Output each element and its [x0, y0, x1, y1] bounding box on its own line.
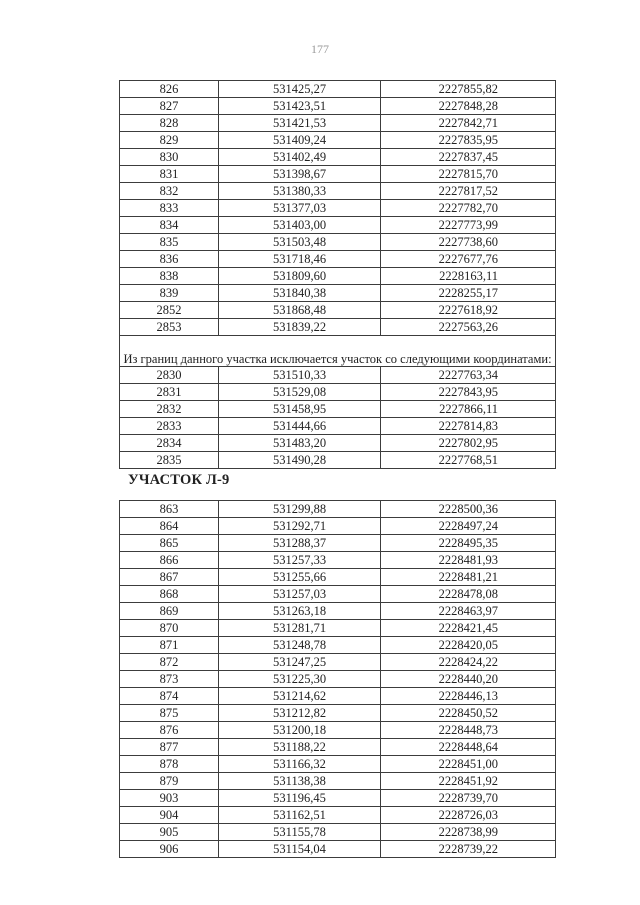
- point-number-cell: 2830: [120, 367, 219, 384]
- table-row: [120, 501, 556, 518]
- y-coordinate-cell: 2227773,99: [381, 217, 556, 234]
- y-coordinate-cell: 2228451,92: [381, 773, 556, 790]
- point-number-cell: 835: [120, 234, 219, 251]
- x-coordinate-cell: 531212,82: [219, 705, 381, 722]
- x-coordinate-cell: 531444,66: [219, 418, 381, 435]
- table-row: [120, 637, 556, 654]
- table-row: [120, 790, 556, 807]
- y-coordinate-cell: 2228446,13: [381, 688, 556, 705]
- point-number-cell: 868: [120, 586, 219, 603]
- table-row: [120, 302, 556, 319]
- table-row: [120, 807, 556, 824]
- y-coordinate-cell: 2227855,82: [381, 81, 556, 98]
- point-number-cell: 2833: [120, 418, 219, 435]
- y-coordinate-cell: 2227738,60: [381, 234, 556, 251]
- y-coordinate-cell: 2227814,83: [381, 418, 556, 435]
- y-coordinate-cell: 2227815,70: [381, 166, 556, 183]
- table-row: [120, 552, 556, 569]
- coordinates-table-top: [119, 80, 556, 469]
- page-number: 177: [311, 42, 329, 56]
- point-number-cell: 826: [120, 81, 219, 98]
- x-coordinate-cell: 531166,32: [219, 756, 381, 773]
- x-coordinate-cell: 531840,38: [219, 285, 381, 302]
- y-coordinate-cell: 2227837,45: [381, 149, 556, 166]
- y-coordinate-cell: 2228478,08: [381, 586, 556, 603]
- x-coordinate-cell: 531490,28: [219, 452, 381, 469]
- table-row: [120, 756, 556, 773]
- point-number-cell: 2834: [120, 435, 219, 452]
- point-number-cell: 833: [120, 200, 219, 217]
- point-number-cell: 906: [120, 841, 219, 858]
- table-row: [120, 569, 556, 586]
- x-coordinate-cell: 531402,49: [219, 149, 381, 166]
- y-coordinate-cell: 2228163,11: [381, 268, 556, 285]
- table-row: [120, 705, 556, 722]
- point-number-cell: 873: [120, 671, 219, 688]
- x-coordinate-cell: 531263,18: [219, 603, 381, 620]
- point-number-cell: 866: [120, 552, 219, 569]
- y-coordinate-cell: 2228495,35: [381, 535, 556, 552]
- y-coordinate-cell: 2227817,52: [381, 183, 556, 200]
- x-coordinate-cell: 531529,08: [219, 384, 381, 401]
- table-row: [120, 200, 556, 217]
- y-coordinate-cell: 2228726,03: [381, 807, 556, 824]
- point-number-cell: 827: [120, 98, 219, 115]
- table-row: [120, 841, 556, 858]
- point-number-cell: 2832: [120, 401, 219, 418]
- point-number-cell: 877: [120, 739, 219, 756]
- table-row: [120, 671, 556, 688]
- table-row: [120, 452, 556, 469]
- point-number-cell: 874: [120, 688, 219, 705]
- point-number-cell: 876: [120, 722, 219, 739]
- exclusion-note-row: [120, 342, 556, 367]
- point-number-cell: 872: [120, 654, 219, 671]
- x-coordinate-cell: 531380,33: [219, 183, 381, 200]
- y-coordinate-cell: 2228500,36: [381, 501, 556, 518]
- x-coordinate-cell: 531458,95: [219, 401, 381, 418]
- y-coordinate-cell: 2227843,95: [381, 384, 556, 401]
- x-coordinate-cell: 531398,67: [219, 166, 381, 183]
- table-row: [120, 586, 556, 603]
- x-coordinate-cell: 531839,22: [219, 319, 381, 336]
- y-coordinate-cell: 2228451,00: [381, 756, 556, 773]
- x-coordinate-cell: 531403,00: [219, 217, 381, 234]
- coordinates-table-l9: [119, 500, 556, 858]
- y-coordinate-cell: 2227835,95: [381, 132, 556, 149]
- x-coordinate-cell: 531200,18: [219, 722, 381, 739]
- point-number-cell: 879: [120, 773, 219, 790]
- point-number-cell: 878: [120, 756, 219, 773]
- table-row: [120, 183, 556, 200]
- point-number-cell: 865: [120, 535, 219, 552]
- table-row: [120, 418, 556, 435]
- table-row: [120, 166, 556, 183]
- x-coordinate-cell: 531154,04: [219, 841, 381, 858]
- y-coordinate-cell: 2227802,95: [381, 435, 556, 452]
- point-number-cell: 838: [120, 268, 219, 285]
- point-number-cell: 904: [120, 807, 219, 824]
- table-row: [120, 115, 556, 132]
- x-coordinate-cell: 531809,60: [219, 268, 381, 285]
- y-coordinate-cell: 2227782,70: [381, 200, 556, 217]
- y-coordinate-cell: 2228739,70: [381, 790, 556, 807]
- y-coordinate-cell: 2227618,92: [381, 302, 556, 319]
- point-number-cell: 2853: [120, 319, 219, 336]
- y-coordinate-cell: 2228440,20: [381, 671, 556, 688]
- point-number-cell: 2831: [120, 384, 219, 401]
- x-coordinate-cell: 531425,27: [219, 81, 381, 98]
- point-number-cell: 903: [120, 790, 219, 807]
- x-coordinate-cell: 531292,71: [219, 518, 381, 535]
- y-coordinate-cell: 2227866,11: [381, 401, 556, 418]
- table-row: [120, 401, 556, 418]
- x-coordinate-cell: 531257,33: [219, 552, 381, 569]
- x-coordinate-cell: 531225,30: [219, 671, 381, 688]
- section-heading: УЧАСТОК Л-9: [128, 472, 230, 488]
- x-coordinate-cell: 531288,37: [219, 535, 381, 552]
- y-coordinate-cell: 2228463,97: [381, 603, 556, 620]
- y-coordinate-cell: 2228481,93: [381, 552, 556, 569]
- x-coordinate-cell: 531299,88: [219, 501, 381, 518]
- table-row: [120, 132, 556, 149]
- x-coordinate-cell: 531503,48: [219, 234, 381, 251]
- y-coordinate-cell: 2228255,17: [381, 285, 556, 302]
- table-row: [120, 739, 556, 756]
- table-row: [120, 217, 556, 234]
- table-row: [120, 149, 556, 166]
- table-row: [120, 722, 556, 739]
- x-coordinate-cell: 531281,71: [219, 620, 381, 637]
- y-coordinate-cell: 2227677,76: [381, 251, 556, 268]
- y-coordinate-cell: 2227842,71: [381, 115, 556, 132]
- y-coordinate-cell: 2228739,22: [381, 841, 556, 858]
- x-coordinate-cell: 531248,78: [219, 637, 381, 654]
- point-number-cell: 2835: [120, 452, 219, 469]
- point-number-cell: 864: [120, 518, 219, 535]
- x-coordinate-cell: 531483,20: [219, 435, 381, 452]
- x-coordinate-cell: 531138,38: [219, 773, 381, 790]
- table-row: [120, 535, 556, 552]
- point-number-cell: 831: [120, 166, 219, 183]
- point-number-cell: 867: [120, 569, 219, 586]
- point-number-cell: 828: [120, 115, 219, 132]
- table-row: [120, 688, 556, 705]
- point-number-cell: 905: [120, 824, 219, 841]
- table-row: [120, 234, 556, 251]
- y-coordinate-cell: 2227763,34: [381, 367, 556, 384]
- table-row: [120, 367, 556, 384]
- point-number-cell: 869: [120, 603, 219, 620]
- x-coordinate-cell: 531196,45: [219, 790, 381, 807]
- exclusion-note: Из границ данного участка исключается участок со следующими координатами:: [120, 342, 556, 367]
- point-number-cell: 863: [120, 501, 219, 518]
- table-row: [120, 824, 556, 841]
- x-coordinate-cell: 531188,22: [219, 739, 381, 756]
- y-coordinate-cell: 2228421,45: [381, 620, 556, 637]
- table-row: [120, 773, 556, 790]
- point-number-cell: 832: [120, 183, 219, 200]
- x-coordinate-cell: 531214,62: [219, 688, 381, 705]
- table-row: [120, 620, 556, 637]
- x-coordinate-cell: 531423,51: [219, 98, 381, 115]
- point-number-cell: 834: [120, 217, 219, 234]
- y-coordinate-cell: 2228497,24: [381, 518, 556, 535]
- x-coordinate-cell: 531162,51: [219, 807, 381, 824]
- table-row: [120, 654, 556, 671]
- y-coordinate-cell: 2228448,73: [381, 722, 556, 739]
- table-row: [120, 319, 556, 336]
- x-coordinate-cell: 531409,24: [219, 132, 381, 149]
- x-coordinate-cell: 531421,53: [219, 115, 381, 132]
- x-coordinate-cell: 531255,66: [219, 569, 381, 586]
- point-number-cell: 870: [120, 620, 219, 637]
- point-number-cell: 2852: [120, 302, 219, 319]
- table-row: [120, 98, 556, 115]
- x-coordinate-cell: 531510,33: [219, 367, 381, 384]
- y-coordinate-cell: 2227768,51: [381, 452, 556, 469]
- point-number-cell: 839: [120, 285, 219, 302]
- table-row: [120, 285, 556, 302]
- point-number-cell: 836: [120, 251, 219, 268]
- table-row: [120, 268, 556, 285]
- table-row: [120, 603, 556, 620]
- x-coordinate-cell: 531718,46: [219, 251, 381, 268]
- point-number-cell: 829: [120, 132, 219, 149]
- y-coordinate-cell: 2228420,05: [381, 637, 556, 654]
- y-coordinate-cell: 2227563,26: [381, 319, 556, 336]
- table-row: [120, 251, 556, 268]
- x-coordinate-cell: 531257,03: [219, 586, 381, 603]
- point-number-cell: 830: [120, 149, 219, 166]
- point-number-cell: 875: [120, 705, 219, 722]
- y-coordinate-cell: 2228424,22: [381, 654, 556, 671]
- x-coordinate-cell: 531247,25: [219, 654, 381, 671]
- table-row: [120, 518, 556, 535]
- x-coordinate-cell: 531868,48: [219, 302, 381, 319]
- table-row: [120, 81, 556, 98]
- point-number-cell: 871: [120, 637, 219, 654]
- y-coordinate-cell: 2227848,28: [381, 98, 556, 115]
- table-row: [120, 384, 556, 401]
- y-coordinate-cell: 2228448,64: [381, 739, 556, 756]
- y-coordinate-cell: 2228738,99: [381, 824, 556, 841]
- y-coordinate-cell: 2228481,21: [381, 569, 556, 586]
- table-row: [120, 435, 556, 452]
- y-coordinate-cell: 2228450,52: [381, 705, 556, 722]
- x-coordinate-cell: 531377,03: [219, 200, 381, 217]
- x-coordinate-cell: 531155,78: [219, 824, 381, 841]
